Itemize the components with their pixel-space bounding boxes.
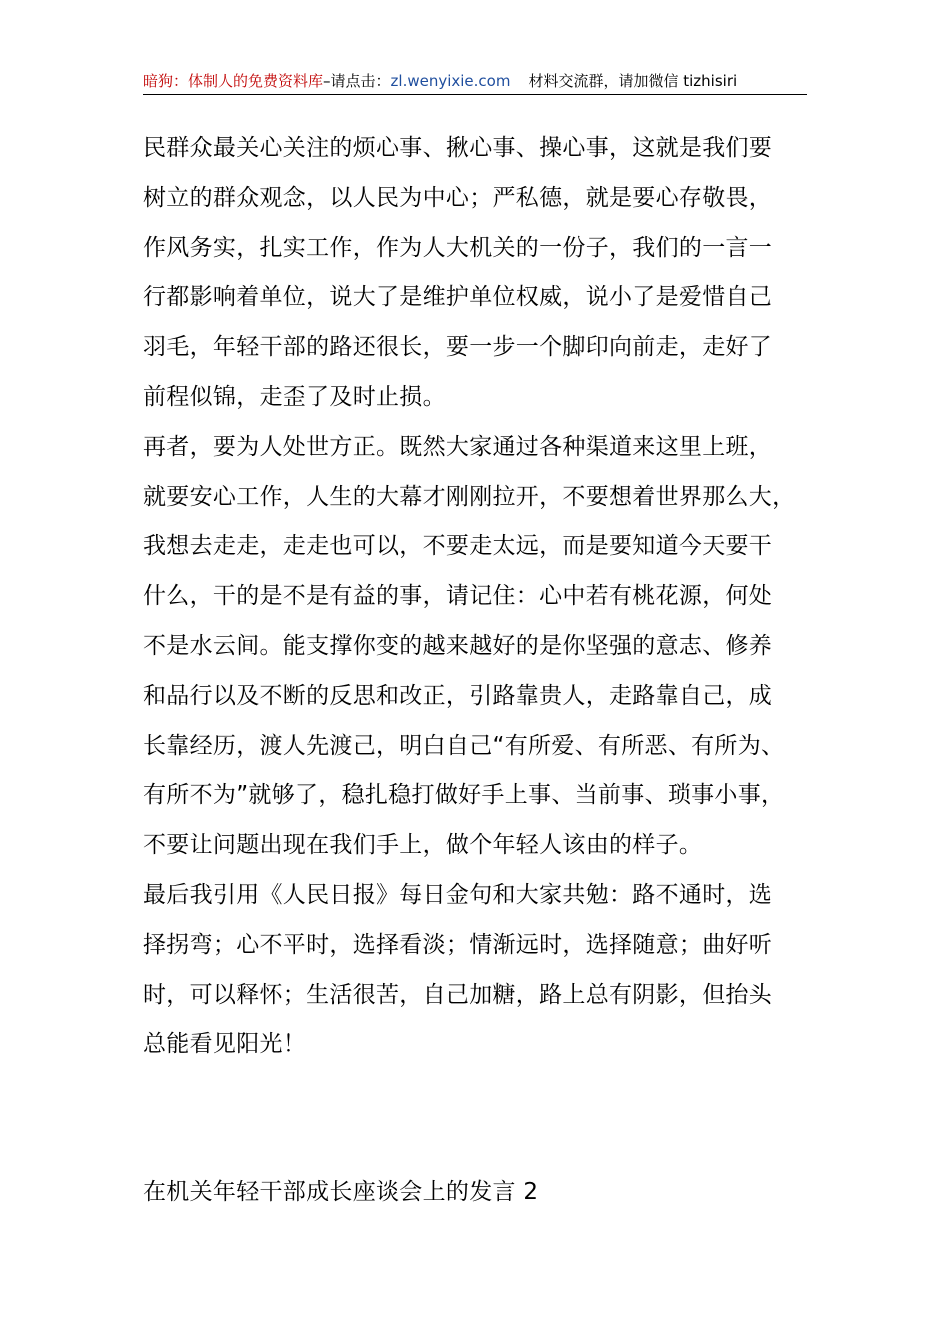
text-line: 总能看见阳光！	[143, 1031, 307, 1058]
header-note: 材料交流群，请加微信 tizhisiri	[528, 72, 738, 90]
text-line: 作风务实，扎实工作，作为人大机关的一份子，我们的一言一	[143, 234, 773, 261]
text-line: 什么，干的是不是有益的事，请记住：心中若有桃花源，何处	[143, 583, 773, 610]
text-line: 就要安心工作，人生的大幕才刚刚拉开，不要想着世界那么大，	[143, 483, 796, 510]
text-line: 有所不为”就够了，稳扎稳打做好手上事、当前事、琐事小事，	[143, 782, 785, 809]
paragraph	[143, 423, 815, 871]
text-line: 和品行以及不断的反思和改正，引路靠贵人，走路靠自己，成	[143, 682, 773, 709]
document-body	[143, 124, 815, 1070]
header-brand: 暗狗：体制人的免费资料库	[143, 72, 324, 90]
text-line: 不要让问题出现在我们手上，做个年轻人该由的样子。	[143, 832, 703, 859]
text-line: 时，可以释怀；生活很苦，自己加糖，路上总有阴影，但抬头	[143, 981, 773, 1008]
text-line: 最后我引用《人民日报》每日金句和大家共勉：路不通时，选	[143, 881, 773, 908]
text-line: 不是水云间。能支撑你变的越来越好的是你坚强的意志、修养	[143, 632, 773, 659]
page-header	[143, 68, 807, 95]
header-click-prefix: –请点击：	[323, 72, 391, 90]
text-line: 再者，要为人处世方正。既然大家通过各种渠道来这里上班，	[143, 433, 773, 460]
paragraph	[143, 124, 815, 423]
text-line: 民群众最关心关注的烦心事、揪心事、操心事，这就是我们要	[143, 135, 773, 161]
text-line: 行都影响着单位，说大了是维护单位权威，说小了是爱惜自己	[143, 284, 773, 311]
text-line: 我想去走走，走走也可以，不要走太远，而是要知道今天要干	[143, 533, 773, 560]
text-line: 树立的群众观念，以人民为中心；严私德，就是要心存敬畏，	[143, 184, 773, 211]
paragraph	[143, 871, 815, 1070]
text-line: 羽毛，年轻干部的路还很长，要一步一个脚印向前走，走好了	[143, 334, 773, 361]
text-line: 择拐弯；心不平时，选择看淡；情渐远时，选择随意；曲好听	[143, 931, 773, 958]
section-title: 在机关年轻干部成长座谈会上的发言 2	[143, 1179, 539, 1205]
header-link[interactable]: zl.wenyixie.com	[390, 72, 511, 90]
text-line: 前程似锦，走歪了及时止损。	[143, 383, 446, 410]
text-line: 长靠经历，渡人先渡己，明白自己“有所爱、有所恶、有所为、	[143, 732, 785, 759]
